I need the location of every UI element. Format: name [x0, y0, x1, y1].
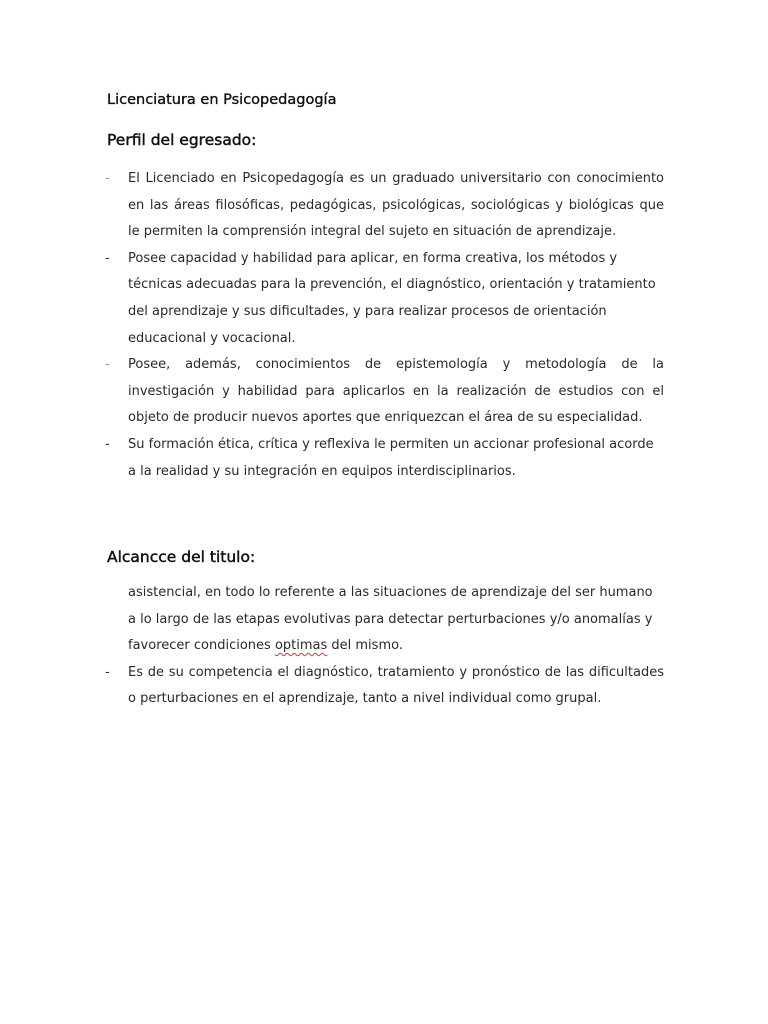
document-title: Licenciatura en Psicopedagogía	[107, 92, 337, 108]
continuation-text-start: asistencial, en todo lo referente a las situaciones de aprendizaje del ser humano a lo largo de las etapas evolutivas para detectar perturbaciones y/o anomalías y favorecer condiciones	[128, 585, 653, 654]
list-item	[104, 660, 664, 713]
bullet-dash: -	[105, 250, 110, 266]
bullet-dash: -	[105, 171, 110, 186]
list-item-text: Es de su competencia el diagnóstico, tratamiento y pronóstico de las dificultades o perturbaciones en el aprendizaje, tanto a nivel individual como grupal.	[128, 664, 664, 707]
list-item-text: Su formación ética, crítica y reflexiva le permiten un accionar profesional acorde a la realidad y su integración en equipos interdisciplinarios.	[128, 436, 654, 479]
alcance-heading: Alcancce del titulo:	[107, 548, 256, 566]
list-item	[104, 432, 664, 485]
continuation-text-end: del mismo.	[327, 638, 403, 654]
spellcheck-flagged-word[interactable]: optimas	[274, 638, 328, 654]
bullet-dash: -	[105, 357, 110, 373]
list-item	[104, 352, 664, 432]
continuation-paragraph	[104, 580, 664, 660]
perfil-list	[104, 166, 664, 485]
bullet-dash: -	[105, 436, 110, 452]
bullet-dash: -	[105, 664, 110, 680]
alcance-list	[104, 580, 664, 713]
list-item-text: El Licenciado en Psicopedagogía es un graduado universitario con conocimiento en las áreas filosóficas, pedagógicas, psicológicas, sociológicas y biológicas que le permiten la comprensión integral del sujeto en situación de aprendizaje.	[128, 171, 664, 240]
list-item-text: Posee capacidad y habilidad para aplicar, en forma creativa, los métodos y técnicas adecuadas para la prevención, el diagnóstico, orientación y tratamiento del aprendizaje y sus dificultades, y para realizar procesos de orientación educacional y vocacional.	[128, 250, 656, 346]
list-item	[104, 166, 664, 246]
list-item-text: Posee, además, conocimientos de epistemología y metodología de la investigación y habilidad para aplicarlos en la realización de estudios con el objeto de producir nuevos aportes que enriquezcan el área de su especialidad.	[128, 357, 664, 426]
perfil-heading: Perfil del egresado:	[107, 131, 257, 149]
list-item	[104, 246, 664, 352]
